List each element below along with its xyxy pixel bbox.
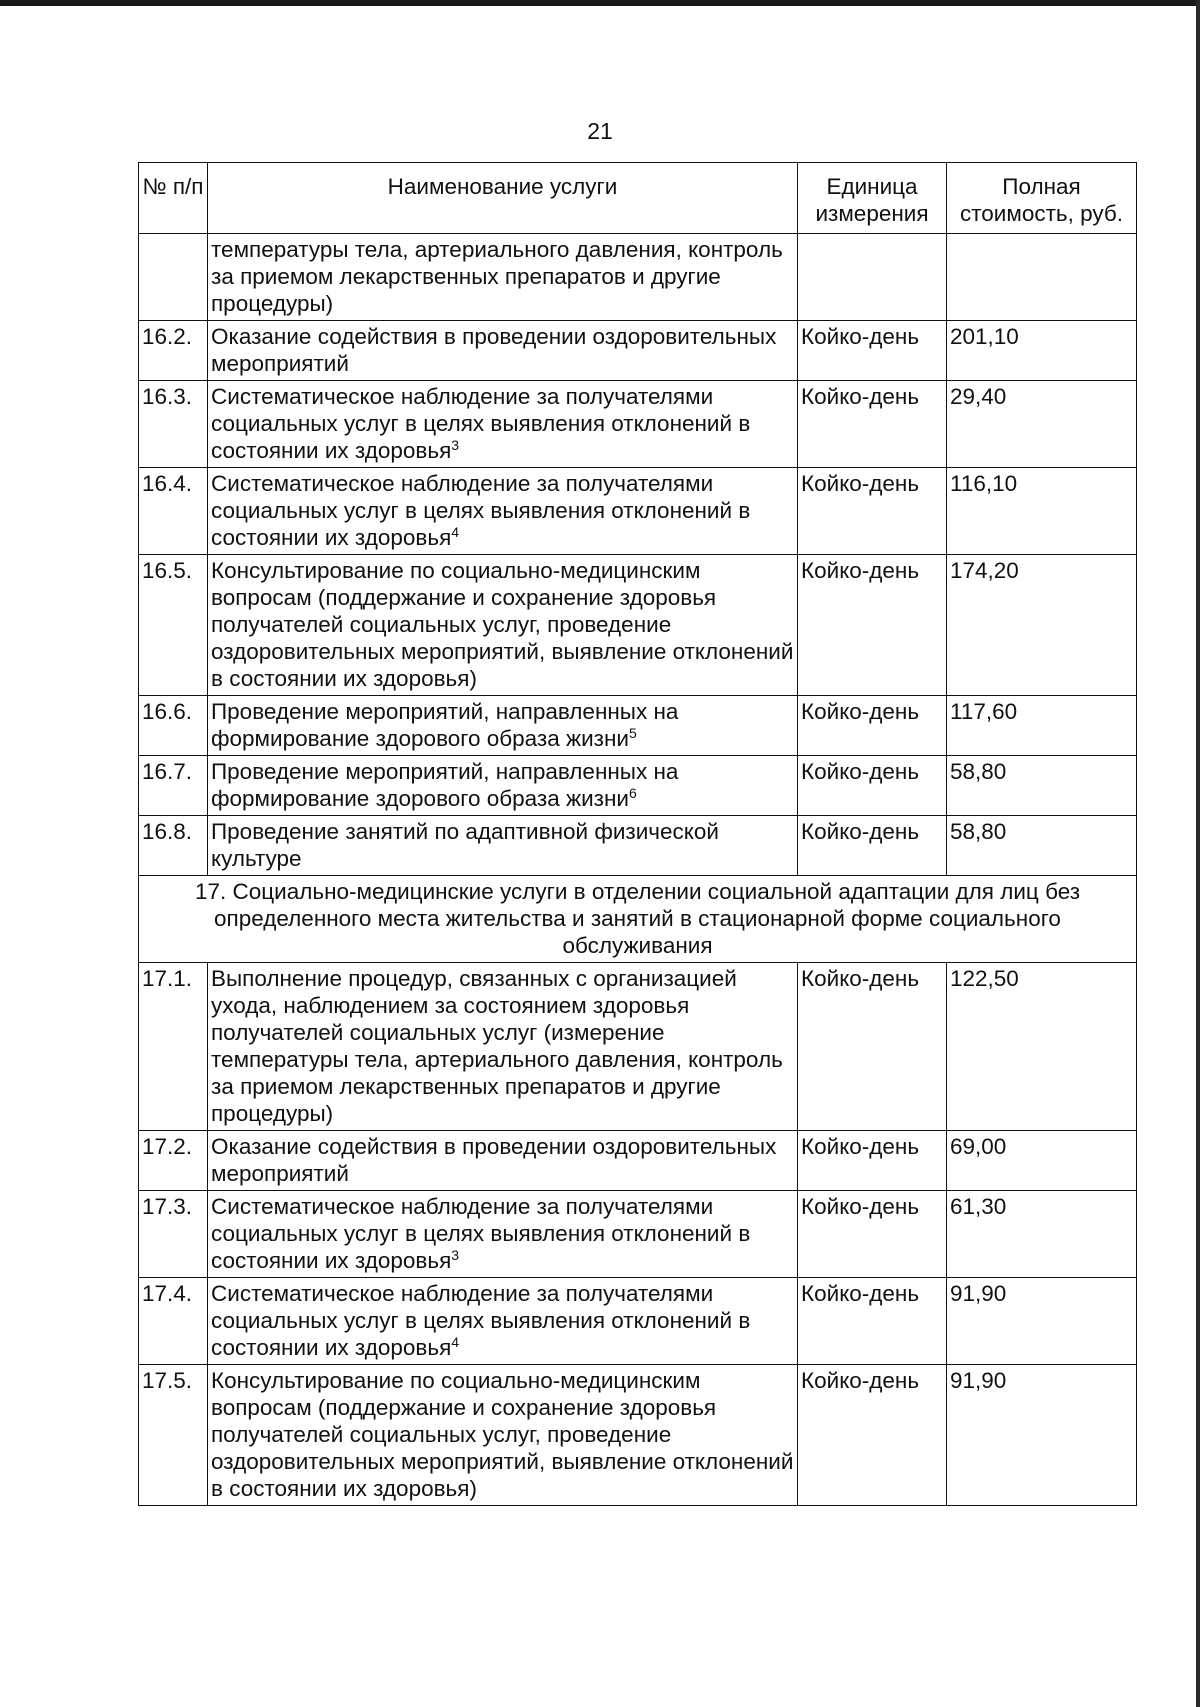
table-row [139, 1191, 1137, 1278]
row-number: 16.5. [139, 555, 208, 696]
row-unit: Койко-день [798, 963, 947, 1131]
row-unit: Койко-день [798, 1131, 947, 1191]
footnote-marker: 4 [451, 524, 460, 540]
table-row [139, 816, 1137, 876]
scan-border-right [1196, 0, 1200, 1707]
row-cost: 58,80 [947, 756, 1137, 816]
row-cost: 174,20 [947, 555, 1137, 696]
service-name-text: Оказание содействия в проведении оздоровительных мероприятий [211, 1134, 777, 1186]
service-name-text: Консультирование по социально-медицинским вопросам (поддержание и сохранение здоровья получателей социальных услуг, проведение оздоровительных мероприятий, выявление отклонений в состоянии их здоровья) [211, 1368, 794, 1501]
table-header-row [139, 163, 1137, 234]
row-service-name [208, 321, 798, 381]
row-unit: Койко-день [798, 756, 947, 816]
row-service-name [208, 756, 798, 816]
row-number: 16.7. [139, 756, 208, 816]
service-name-text: Оказание содействия в проведении оздоровительных мероприятий [211, 324, 777, 376]
row-service-name [208, 696, 798, 756]
service-name-text: Систематическое наблюдение за получателями социальных услуг в целях выявления отклонений в состоянии их здоровья [211, 1194, 751, 1273]
section-17-rows [139, 963, 1137, 1506]
row-cost: 117,60 [947, 696, 1137, 756]
row-service-name [208, 555, 798, 696]
row-cost: 91,90 [947, 1278, 1137, 1365]
section-17-title: 17. Социально-медицинские услуги в отделении социальной адаптации для лиц без определенного места жительства и занятий в стационарной форме социального обслуживания [139, 876, 1137, 963]
row-unit: Койко-день [798, 696, 947, 756]
row-unit: Койко-день [798, 468, 947, 555]
service-name-text: Консультирование по социально-медицинским вопросам (поддержание и сохранение здоровья получателей социальных услуг, проведение оздоровительных мероприятий, выявление отклонений в состоянии их здоровья) [211, 558, 794, 691]
footnote-marker: 6 [628, 785, 637, 801]
row-unit: Койко-день [798, 1191, 947, 1278]
header-unit: Единица измерения [798, 163, 947, 234]
service-name-text: Систематическое наблюдение за получателями социальных услуг в целях выявления отклонений в состоянии их здоровья [211, 1281, 751, 1360]
service-name-text: Систематическое наблюдение за получателями социальных услуг в целях выявления отклонений в состоянии их здоровья [211, 471, 751, 550]
row-number: 17.1. [139, 963, 208, 1131]
service-name-text: Проведение мероприятий, направленных на формирование здорового образа жизни [211, 699, 679, 751]
row-number: 17.5. [139, 1365, 208, 1506]
header-full-cost: Полная стоимость, руб. [947, 163, 1137, 234]
continuation-cost-cell [947, 234, 1137, 321]
table-row [139, 1131, 1137, 1191]
continuation-text: температуры тела, артериального давления, контроль за приемом лекарственных препаратов и другие процедуры) [208, 234, 798, 321]
row-cost: 91,90 [947, 1365, 1137, 1506]
row-cost: 58,80 [947, 816, 1137, 876]
row-service-name [208, 468, 798, 555]
service-name-text: Проведение занятий по адаптивной физической культуре [211, 819, 719, 871]
table-row [139, 1365, 1137, 1506]
services-price-table [138, 162, 1137, 1506]
header-number: № п/п [139, 163, 208, 234]
row-unit: Койко-день [798, 555, 947, 696]
table-row [139, 468, 1137, 555]
row-cost: 29,40 [947, 381, 1137, 468]
footnote-marker: 5 [628, 725, 637, 741]
row-cost: 69,00 [947, 1131, 1137, 1191]
row-unit: Койко-день [798, 1278, 947, 1365]
continuation-unit-cell [798, 234, 947, 321]
row-number: 17.2. [139, 1131, 208, 1191]
section-16-rows [139, 234, 1137, 876]
row-cost: 122,50 [947, 963, 1137, 1131]
continuation-num-cell [139, 234, 208, 321]
row-service-name [208, 1191, 798, 1278]
table-row [139, 555, 1137, 696]
header-service-name: Наименование услуги [208, 163, 798, 234]
row-service-name [208, 1278, 798, 1365]
table-row [139, 963, 1137, 1131]
continuation-row [139, 234, 1137, 321]
service-name-text: Проведение мероприятий, направленных на формирование здорового образа жизни [211, 759, 679, 811]
row-service-name [208, 1131, 798, 1191]
table-row [139, 381, 1137, 468]
table-row [139, 1278, 1137, 1365]
footnote-marker: 3 [451, 1247, 460, 1263]
row-cost: 201,10 [947, 321, 1137, 381]
row-number: 16.4. [139, 468, 208, 555]
table-row [139, 696, 1137, 756]
row-number: 17.4. [139, 1278, 208, 1365]
scan-border-top [0, 0, 1200, 6]
row-number: 16.3. [139, 381, 208, 468]
section-17-heading-row [139, 876, 1137, 963]
service-name-text: Выполнение процедур, связанных с организацией ухода, наблюдением за состоянием здоровья получателей социальных услуг (измерение температуры тела, артериального давления, контроль за приемом лекарственных препаратов и другие процедуры) [211, 966, 783, 1126]
row-service-name [208, 381, 798, 468]
page-number: 21 [587, 118, 613, 144]
row-unit: Койко-день [798, 321, 947, 381]
footnote-marker: 4 [451, 1334, 460, 1350]
row-number: 16.6. [139, 696, 208, 756]
service-name-text: Систематическое наблюдение за получателями социальных услуг в целях выявления отклонений в состоянии их здоровья [211, 384, 751, 463]
row-service-name [208, 963, 798, 1131]
row-unit: Койко-день [798, 381, 947, 468]
row-service-name [208, 1365, 798, 1506]
row-cost: 116,10 [947, 468, 1137, 555]
row-unit: Койко-день [798, 816, 947, 876]
row-service-name [208, 816, 798, 876]
row-number: 16.8. [139, 816, 208, 876]
row-unit: Койко-день [798, 1365, 947, 1506]
table-row [139, 756, 1137, 816]
row-number: 17.3. [139, 1191, 208, 1278]
row-number: 16.2. [139, 321, 208, 381]
footnote-marker: 3 [451, 437, 460, 453]
row-cost: 61,30 [947, 1191, 1137, 1278]
table-row [139, 321, 1137, 381]
